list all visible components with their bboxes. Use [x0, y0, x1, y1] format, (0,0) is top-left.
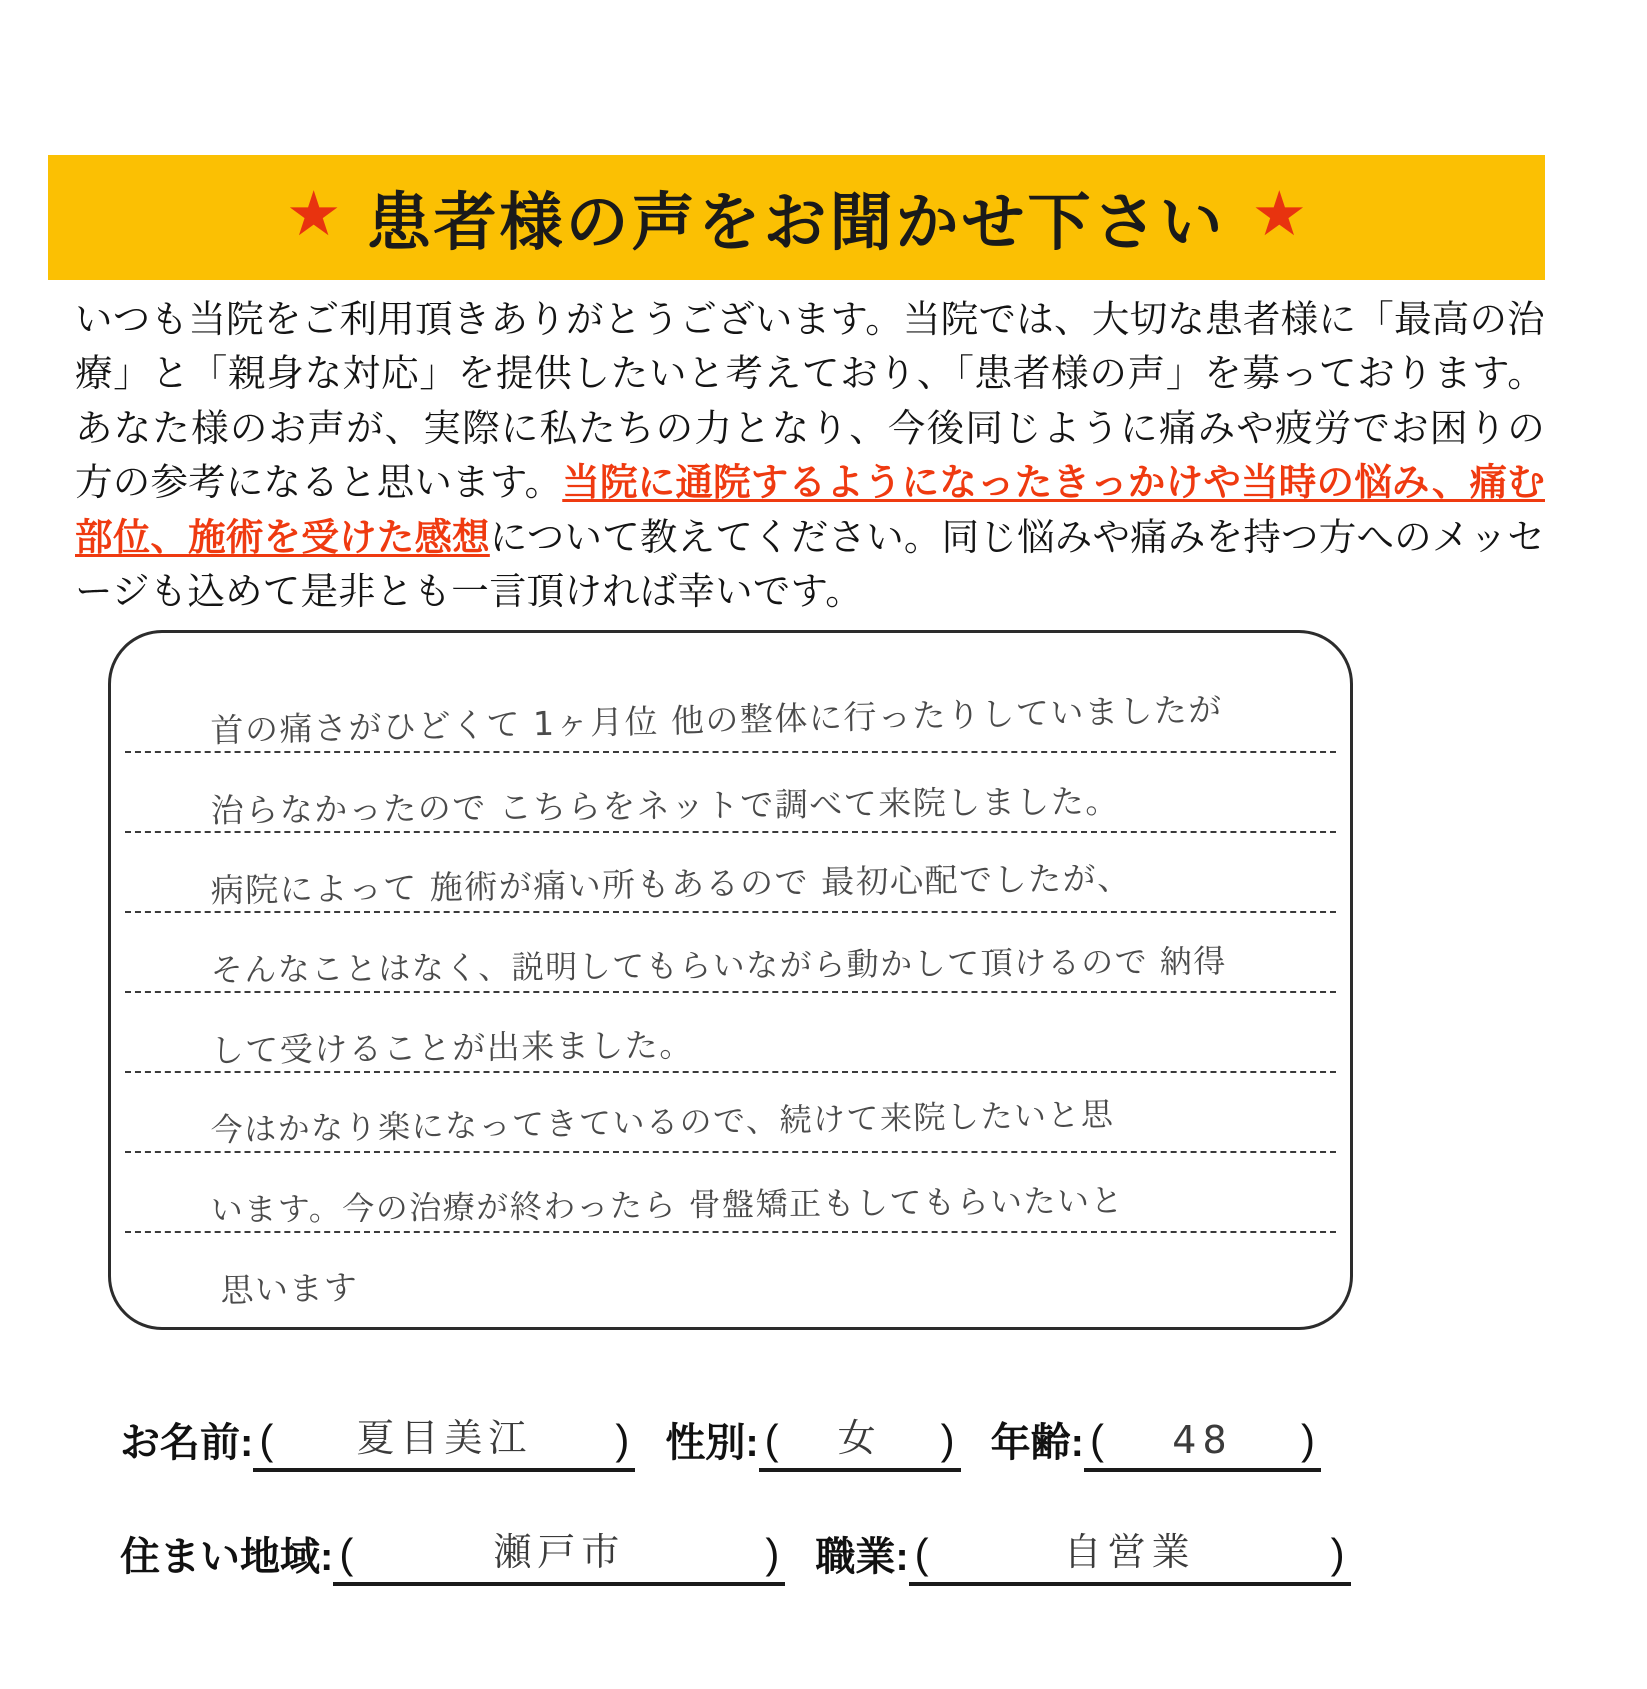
rule-line — [125, 751, 1336, 753]
intro-paragraph — [75, 292, 1545, 618]
ruled-lines — [111, 633, 1350, 1327]
age-value[interactable]: 48 — [1172, 1418, 1233, 1462]
area-value[interactable]: 瀬戸市 — [493, 1530, 626, 1574]
paren-open: ( — [339, 1530, 354, 1577]
paren-close: ) — [1330, 1530, 1345, 1577]
job-field[interactable] — [909, 1521, 1351, 1586]
rule-line — [125, 911, 1336, 913]
star-icon-right: ★ — [1251, 179, 1308, 249]
rule-line — [125, 1151, 1336, 1153]
handwritten-line: して受けることが出来ました。 — [210, 1025, 694, 1071]
name-label: お名前: — [120, 1421, 254, 1465]
field-row-secondary — [120, 1524, 1540, 1586]
header-banner — [48, 155, 1545, 280]
handwritten-line: 思います — [219, 1267, 359, 1311]
intro-text-part2: について教えてください。同じ悩みや痛みを持つ方へのメッセージも込めて是非とも一言頂ければ幸いです。 — [75, 515, 1545, 612]
name-value[interactable]: 夏目美江 — [356, 1416, 533, 1460]
handwritten-line: います。今の治療が終わったら 骨盤矯正もしてもらいたいと — [210, 1181, 1125, 1230]
handwritten-line: 首の痛さがひどくて 1ヶ月位 他の整体に行ったりしていましたが — [210, 689, 1224, 751]
sex-field[interactable] — [759, 1407, 961, 1472]
paren-open: ( — [1089, 1416, 1104, 1463]
rule-line — [125, 991, 1336, 993]
age-label: 年齢: — [990, 1421, 1084, 1465]
job-value[interactable]: 自営業 — [1063, 1530, 1196, 1574]
paren-open: ( — [914, 1530, 929, 1577]
paren-close: ) — [1300, 1416, 1315, 1463]
age-field[interactable] — [1084, 1416, 1321, 1472]
intro-text-part1: いつも当院をご利用頂きありがとうございます。当院では、大切な患者様に「最高の治療」と「親身な対応」を提供したいと考えており、「患者様の声」を募っております。あなた様のお声が、実際に私たちの力となり、今後同じように痛みや疲労でお困りの方の参考になると思います。 — [75, 298, 1545, 504]
rule-line — [125, 1071, 1336, 1073]
paren-close: ) — [940, 1416, 955, 1463]
sex-value[interactable]: 女 — [837, 1416, 882, 1460]
page-title: 患者様の声をお聞かせ下さい — [367, 186, 1226, 259]
handwritten-answer-box[interactable] — [108, 630, 1353, 1330]
name-field[interactable] — [253, 1407, 635, 1472]
star-icon-left: ★ — [285, 179, 342, 249]
handwritten-line: 治らなかったので こちらをネットで調べて来院しました。 — [210, 781, 1120, 831]
paren-open: ( — [259, 1416, 274, 1463]
respondent-fields — [120, 1410, 1540, 1638]
handwritten-line: そんなことはなく、説明してもらいながら動かして頂けるので 納得 — [210, 942, 1227, 990]
sex-label: 性別: — [665, 1421, 759, 1465]
area-field[interactable] — [333, 1521, 785, 1586]
handwritten-line: 病院によって 施術が痛い所もあるので 最初心配でしたが、 — [210, 858, 1132, 911]
paren-close: ) — [765, 1530, 780, 1577]
paren-close: ) — [615, 1416, 630, 1463]
intro-highlighted-request: 当院に通院するようになったきっかけや当時の悩み、痛む部位、施術を受けた感想 — [75, 461, 1545, 558]
rule-line — [125, 1231, 1336, 1233]
job-label: 職業: — [815, 1535, 909, 1579]
paren-open: ( — [764, 1416, 779, 1463]
handwritten-line: 今はかなり楽になってきているので、続けて来院したいと思 — [210, 1095, 1115, 1150]
rule-line — [125, 831, 1336, 833]
field-row-primary — [120, 1410, 1540, 1472]
area-label: 住まい地域: — [120, 1535, 334, 1579]
